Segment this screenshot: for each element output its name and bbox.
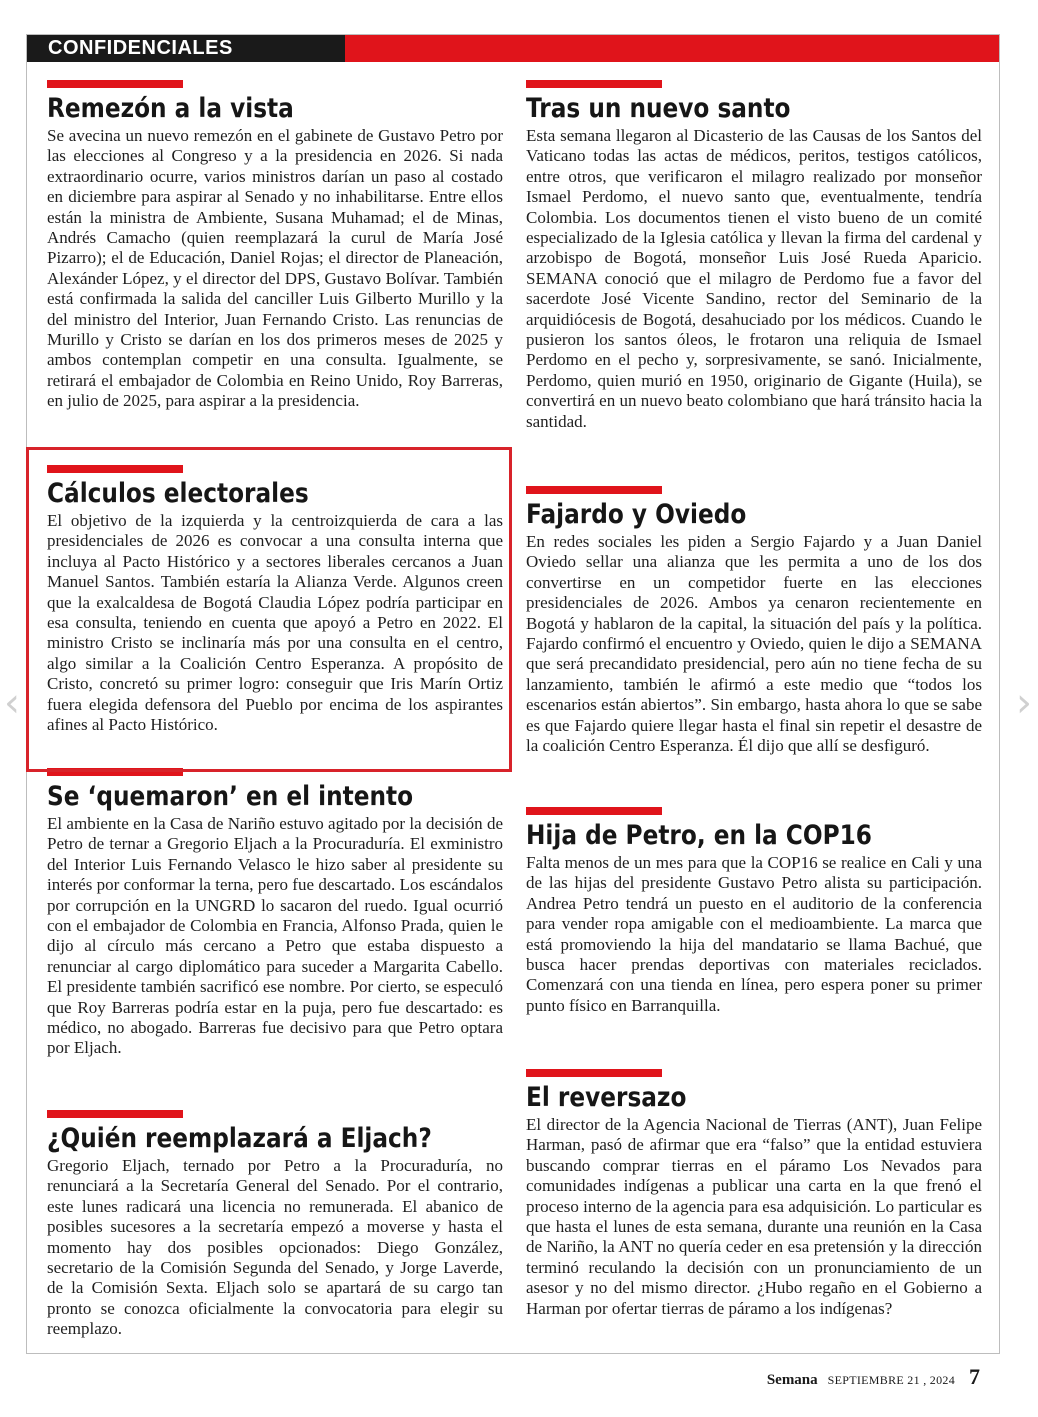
article-accent-bar <box>47 80 183 88</box>
article-quien <box>47 1110 503 1340</box>
article-body: Esta semana llegaron al Dicasterio de las Causas de los Santos del Vaticano todas las actas de médicos, peritos, testigos católicos, entre otros, que verificaron el milagro realizado por monseñor Ismael Perdomo, el nuevo santo que, eventualmente, tendría Colombia. Los documentos tienen el visto bueno de un comité especializado de la Iglesia católica y llevan la firma del cardenal y arzobispo de Bogotá, monseñor Luis José Rueda Aparicio. SEMANA conoció que el milagro de Perdomo fue a favor del sacerdote José Vicente Sandino, rector del Seminario de la arquidiócesis de Bogotá, desahuciado por los médicos. Cuando le pusieron los santos óleos, le frotaron una reliquia de Ismael Perdomo en el pecho y, sorpresivamente, se sanó. Inicialmente, Perdomo, quien murió en 1950, originario de Gigante (Huila), se convertirá en un nuevo beato colombiano que hará tránsito hacia la santidad. <box>526 126 982 431</box>
article-fajardo <box>526 486 982 756</box>
article-headline: Hija de Petro, en la COP16 <box>526 820 872 851</box>
chevron-right-icon[interactable]: › <box>1016 680 1032 726</box>
article-body: El ambiente en la Casa de Nariño estuvo agitado por la decisión de Petro de ternar a Gregorio Eljach a la Procuraduría. El exministro del Interior Luis Fernando Velasco le hizo saber al presidente su interés por conformar la terna, pero fue descartado. Los escándalos por corrupción en la UNGRD lo sacaron del ruedo. Igual ocurrió con el embajador de Colombia en Francia, Alfonso Prada, quien le dijo al círculo más cercano a Petro que estaba dispuesto a renunciar al cargo diplomático para suceder a Margarita Cabello. El presidente también sacrificó ese nombre. Por cierto, se especuló que Roy Barreras podría estar en la puja, pero fue descartado: es médico, no abogado. Barreras fue decisivo para que Petro optara por Eljach. <box>47 814 503 1058</box>
page-number: 7 <box>969 1364 980 1389</box>
section-header <box>27 35 999 62</box>
article-santo <box>526 80 982 432</box>
article-body: En redes sociales les piden a Sergio Fajardo y a Juan Daniel Oviedo sellar una alianza que les permita a uno de los dos convertirse en un competidor fuerte en las elecciones presidenciales de 2026. Ambos ya cenaron recientemente en Bogotá y hablaron de la capital, la situación del país y la política. Fajardo confirmó el encuentro y Oviedo, quien le dijo a SEMANA que será precandidato presidencial, pero aún no tiene fecha de su lanzamiento, también le afirmó a este medio que “todos los escenarios están abiertos”. Sin embargo, hasta ahora lo que se sabe es que Fajardo quiere llegar hasta el final sin repetir el desastre de la coalición Centro Esperanza. Él dijo que allí se desfiguró. <box>526 532 982 756</box>
chevron-left-icon[interactable]: ‹ <box>4 680 20 726</box>
article-accent-bar <box>526 80 662 88</box>
article-body: El objetivo de la izquierda y la centroizquierda de cara a las presidenciales de 2026 es convocar a una consulta interna que incluya al Pacto Histórico y a sectores liberales cercanos a Juan Manuel Santos. También estaría la Alianza Verde. Algunos creen que la exalcaldesa de Bogotá Claudia López podría participar en esa consulta, teniendo en cuenta que apoyó a Petro en 2022. El ministro Cristo se inclinaría más por una consulta en el centro, algo similar a la Coalición Centro Esperanza. A propósito de Cristo, concretó su primer logro: conseguir que Iris Marín Ortiz fuera elegida defensora del Pueblo por encima de los aspirantes afines al Pacto Histórico. <box>47 511 503 735</box>
article-headline: Fajardo y Oviedo <box>526 499 747 530</box>
article-body: Falta menos de un mes para que la COP16 se realice en Cali y una de las hijas del presidente Gustavo Petro alista su participación. Andrea Petro tendrá un puesto en el auditorio de la conferencia para vender ropa amigable con el medioambiente. La marca que está promoviendo la hija del mandatario se llama Bachué, que busca hacer prendas deportivas con materiales reciclados. Comenzará con una tienda en línea, pero espera poner su primer punto físico en Barranquilla. <box>526 853 982 1015</box>
article-hija <box>526 807 982 1016</box>
article-quemaron <box>47 768 503 1059</box>
section-label-box <box>27 35 345 62</box>
article-body: Se avecina un nuevo remezón en el gabinete de Gustavo Petro por las elecciones al Congreso y a la presidencia en 2026. Si nada extraordinario ocurre, varios ministros darían un paso al costado en diciembre para aspirar al Senado y no inhabilitarse. Entre ellos están la ministra de Ambiente, Susana Muhamad; el de Minas, Andrés Camacho (quien reemplazará la curul de María José Pizarro); el de Educación, Daniel Rojas; el director de Planeación, Alexánder López, y el director del DPS, Gustavo Bolívar. También está confirmada la salida del canciller Luis Gilberto Murillo y la del ministro del Interior, Juan Fernando Cristo. Las renuncias de Murillo y Cristo se darían en los dos primeros meses de 2025 y ambos contemplan competir en una consulta. Igualmente, se retirará el embajador de Colombia en Reino Unido, Roy Barreras, en julio de 2025, para aspirar a la presidencia. <box>47 126 503 411</box>
footer-date: SEPTIEMBRE 21 , 2024 <box>827 1373 955 1387</box>
article-headline: Tras un nuevo santo <box>526 93 791 124</box>
article-headline: El reversazo <box>526 1082 687 1113</box>
highlight-box <box>26 447 512 772</box>
article-remezon <box>47 80 503 412</box>
article-headline: Remezón a la vista <box>47 93 294 124</box>
article-body: El director de la Agencia Nacional de Tierras (ANT), Juan Felipe Harman, pasó de afirmar que era “falso” que la entidad estuviera buscando comprar tierras en el páramo Los Nevados para comunidades indígenas a publicar una carta en la que frenó el proceso interno de la agencia para esa adquisición. Lo particular es que hasta el lunes de esta semana, durante una reunión en la Casa de Nariño, la ANT no quería ceder en esa pretensión y la dirección terminó reculando la decisión con un pronunciamiento de un asesor y no del mismo director. ¿Hubo regaño en el Gobierno a Harman por ofertar tierras de páramo a los indígenas? <box>526 1115 982 1318</box>
article-body: Gregorio Eljach, ternado por Petro a la Procuraduría, no renunciará a la Secretaría General del Senado. Por el contrario, este lunes radicará una licencia no remunerada. El abanico de posibles sucesores a la secretaría empezó a moverse y hasta el momento hay dos posibles opcionados: Diego González, secretario de la Comisión Segunda del Senado, y Jorge Laverde, de la Comisión Sexta. Eljach solo se apartará de su cargo tan pronto se conozca oficialmente la convocatoria para elegir su reemplazo. <box>47 1156 503 1339</box>
page-footer <box>650 1364 980 1390</box>
article-accent-bar <box>47 1110 183 1118</box>
article-accent-bar <box>526 807 662 815</box>
article-headline: Se ‘quemaron’ en el intento <box>47 781 414 812</box>
footer-publication: Semana <box>766 1372 818 1388</box>
article-headline: Cálculos electorales <box>47 478 309 509</box>
article-reversazo <box>526 1069 982 1319</box>
section-label: CONFIDENCIALES <box>48 37 233 59</box>
article-headline: ¿Quién reemplazará a Eljach? <box>47 1123 432 1154</box>
article-accent-bar <box>526 486 662 494</box>
article-accent-bar <box>526 1069 662 1077</box>
